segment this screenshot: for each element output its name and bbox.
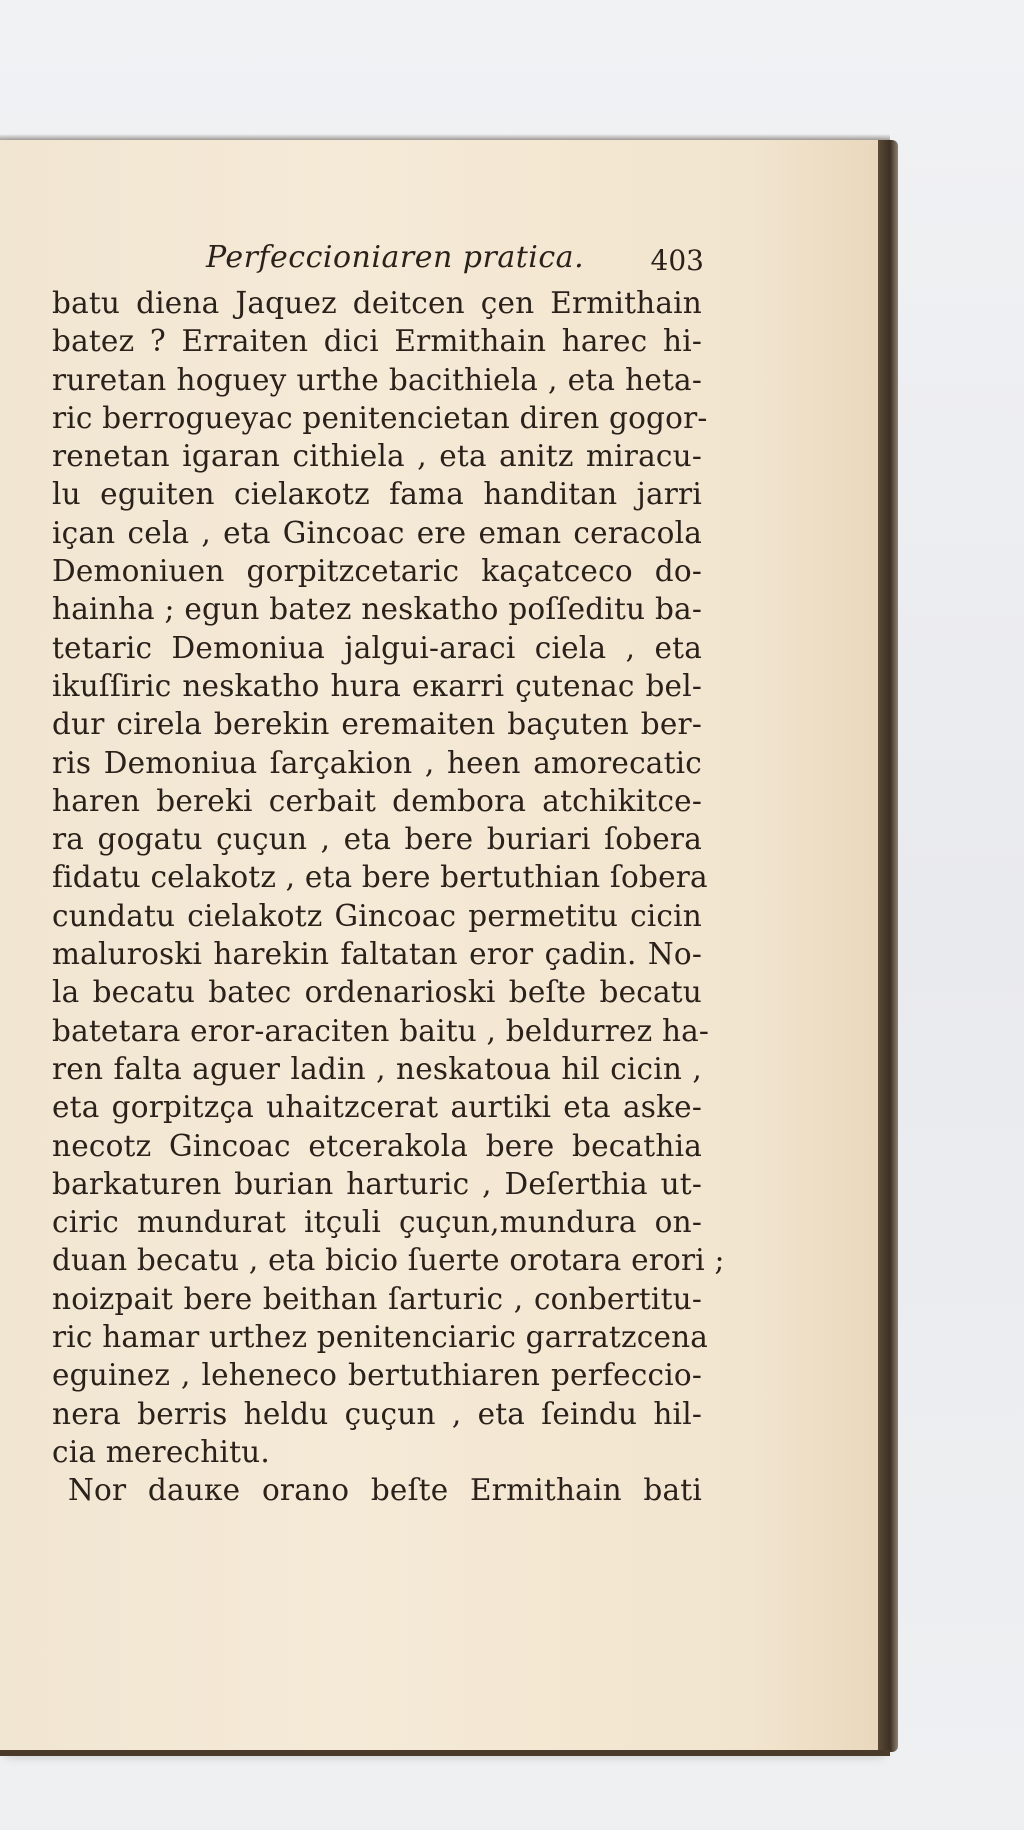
text-line: ciric mundurat itçuli çuçun,mundura on- [52, 1205, 702, 1240]
text-line: noizpait bere beithan ſarturic , conbertitu- [52, 1281, 702, 1316]
text-line: Demoniuen gorpitzcetaric kaçatceco do- [52, 554, 702, 589]
text-line: cundatu cielakotz Gincoac permetitu cicin [52, 898, 702, 933]
text-line: ric hamar urthez penitenciaric garratzcena [52, 1320, 709, 1355]
text-line: duan becatu , eta bicio ſuerte orotara erori ; [52, 1243, 725, 1278]
text-line: batetara eror-araciten baitu , beldurrez ha- [52, 1013, 710, 1048]
text-line: Nor dauкe orano beſte Ermithain bati [68, 1473, 702, 1508]
text-line: fidatu celakotz , eta bere bertuthian ſobera [52, 860, 708, 895]
body-text [52, 284, 725, 1510]
text-line: tetaric Demoniua jalgui-araci ciela , eta [52, 630, 702, 665]
text-line: ren falta aguer ladin , neskatoua hil cicin , [52, 1051, 702, 1086]
text-line: batez ? Erraiten dici Ermithain harec hi- [52, 324, 702, 359]
text-line: ric berrogueyac penitencietan diren gogor- [52, 400, 708, 435]
text-line: içan cela , eta Gincoac ere eman ceracola [52, 515, 702, 550]
text-line: eta gorpitzça uhaitzcerat aurtiki eta aske- [52, 1090, 702, 1125]
text-line: cia merechitu. [52, 1434, 270, 1469]
page-text-block [52, 240, 725, 1510]
book-fore-edge [878, 140, 898, 1752]
text-line: nera berris heldu çuçun , eta ſeindu hil- [52, 1396, 702, 1431]
text-line: ra gogatu çuçun , eta bere buriari ſobera [52, 822, 702, 857]
text-line: ikuſſiric neskatho hura eкarri çutenac bel- [52, 668, 702, 703]
text-line: maluroski harekin faltatan eror çadin. No- [52, 937, 702, 972]
text-line: la becatu batec ordenarioski beſte becatu [52, 975, 702, 1010]
text-line: hainha ; egun batez neskatho poſſeditu ba- [52, 592, 702, 627]
page-header [52, 240, 702, 284]
text-line: dur cirela berekin eremaiten baçuten ber- [52, 707, 702, 742]
text-line: barkaturen burian harturic , Deſerthia ut- [52, 1166, 702, 1201]
text-line: renetan igaran cithiela , eta anitz miracu- [52, 439, 702, 474]
running-head: Perfeccioniaren pratica. [206, 240, 585, 275]
page-number: 403 [650, 244, 704, 277]
text-line: necotz Gincoac etcerakola bere becathia [52, 1128, 702, 1163]
text-line: ruretan hoguey urthe bacithiela , eta heta- [52, 362, 702, 397]
text-line: batu diena Jaquez deitcen çen Ermithain [52, 286, 702, 320]
book-bottom-edge [0, 1750, 890, 1756]
text-line: ris Demoniua ſarçakion , heen amorecatic [52, 745, 702, 780]
text-line: haren bereki cerbait dembora atchikitce- [52, 783, 702, 818]
text-line: lu eguiten cielaкotz fama handitan jarri [52, 477, 702, 512]
text-line: eguinez , leheneco bertuthiaren perfeccio- [52, 1358, 702, 1393]
